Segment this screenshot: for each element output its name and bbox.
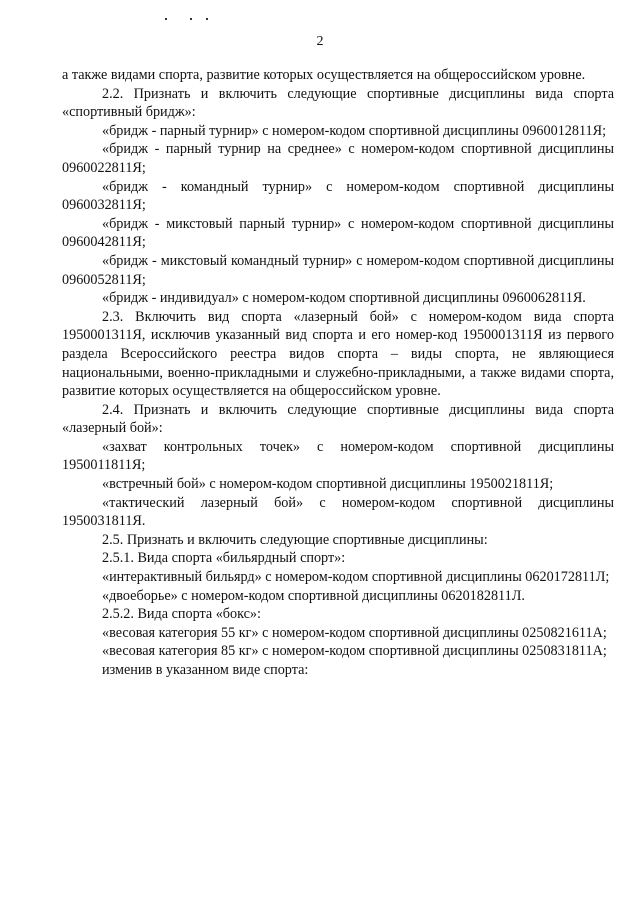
list-item: «тактический лазерный бой» с номером-кодом спортивной дисциплины 1950031811Я.: [62, 494, 614, 530]
list-item: «бридж - микстовый парный турнир» с номером-кодом спортивной дисциплины 0960042811Я;: [62, 215, 614, 251]
list-item: «бридж - парный турнир» с номером-кодом спортивной дисциплины 0960012811Я;: [102, 122, 607, 139]
clause-2-2: 2.2. Признать и включить следующие спортивные дисциплины вида спорта «спортивный бридж»:: [62, 85, 614, 121]
list-item: «двоеборье» с номером-кодом спортивной дисциплины 0620182811Л.: [102, 587, 525, 604]
clause-2-5: 2.5. Признать и включить следующие спортивные дисциплины:: [102, 531, 488, 548]
list-item: «бридж - индивидуал» с номером-кодом спортивной дисциплины 0960062811Я.: [102, 290, 586, 307]
list-item: «бридж - микстовый командный турнир» с номером-кодом спортивной дисциплины 0960052811Я;: [62, 252, 614, 288]
scan-artifact: [206, 18, 208, 20]
paragraph: изменив в указанном виде спорта:: [102, 662, 309, 678]
list-item: «бридж - командный турнир» с номером-кодом спортивной дисциплины 0960032811Я;: [62, 178, 614, 214]
clause-2-5-2: 2.5.2. Вида спорта «бокс»:: [102, 606, 261, 623]
list-item: «весовая категория 55 кг» с номером-кодом спортивной дисциплины 0250821611А;: [102, 624, 607, 641]
clause-2-5-1: 2.5.1. Вида спорта «бильярдный спорт»:: [102, 550, 346, 567]
list-item: «бридж - парный турнир на среднее» с номером-кодом спортивной дисциплины 0960022811Я;: [62, 141, 614, 176]
list-item: «весовая категория 85 кг» с номером-кодом спортивной дисциплины 0250831811А;: [102, 643, 607, 660]
list-item: «захват контрольных точек» с номером-кодом спортивной дисциплины 1950011811Я;: [62, 438, 614, 474]
scan-artifact: [165, 18, 167, 20]
clause-2-4: 2.4. Признать и включить следующие спортивные дисциплины вида спорта «лазерный бой»:: [62, 401, 614, 437]
clause-2-3: 2.3. Включить вид спорта «лазерный бой» с номером-кодом вида спорта 1950001311Я, исключив указанный вид спорта и его номер-код 1950001311Я из первого раздела Всероссийского реестра видов спорта – виды спорта, не являющиеся национальными, военно-прикладными и служебно-прикладными, а также видами спорта, развитие которых осуществляется на общероссийском уровне.: [62, 308, 614, 400]
scan-artifact: [190, 18, 192, 20]
paragraph: а также видами спорта, развитие которых осуществляется на общероссийском уровне.: [62, 67, 586, 83]
page-number: 2: [316, 34, 324, 49]
document-body: [62, 66, 614, 680]
list-item: «встречный бой» с номером-кодом спортивной дисциплины 1950021811Я;: [102, 476, 554, 493]
list-item: «интерактивный бильярд» с номером-кодом спортивной дисциплины 0620172811Л;: [102, 569, 610, 586]
